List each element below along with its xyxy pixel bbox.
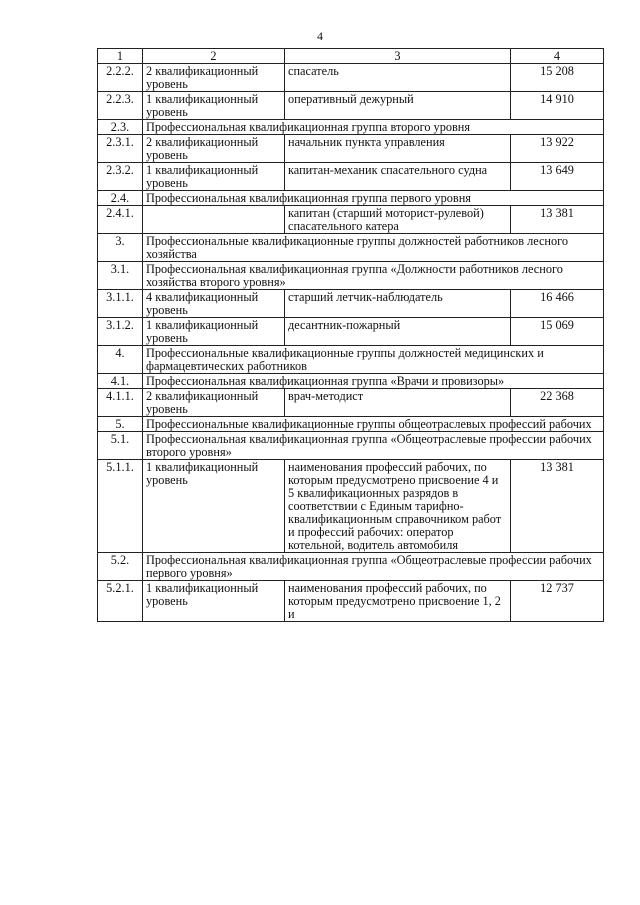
- group-title: Профессиональная квалификационная группа «Общеотраслевые профессии рабочих второго уровня»: [143, 432, 604, 460]
- group-title: Профессиональные квалификационные группы общеотраслевых профессий рабочих: [143, 417, 604, 432]
- header-col-3: 3: [285, 49, 511, 64]
- row-number: 3.1.1.: [98, 290, 143, 318]
- group-row: [98, 432, 604, 460]
- header-col-2: 2: [143, 49, 285, 64]
- row-number: 5.: [98, 417, 143, 432]
- salary-value: 12 737: [511, 581, 604, 622]
- group-row: [98, 191, 604, 206]
- table-row: [98, 135, 604, 163]
- row-number: 5.2.: [98, 553, 143, 581]
- group-row: [98, 417, 604, 432]
- position-name: наименования профессий рабочих, по которым предусмотрено присвоение 4 и 5 квалификационных разрядов в соответствии с Единым тарифно-квалификационным справочником работ и профессий рабочих: оператор котельной, водитель автомобиля: [285, 460, 511, 553]
- salary-value: 13 381: [511, 206, 604, 234]
- row-number: 4.1.1.: [98, 389, 143, 417]
- group-row: [98, 234, 604, 262]
- row-number: 2.4.: [98, 191, 143, 206]
- salary-value: 13 381: [511, 460, 604, 553]
- qualification-level: 2 квалификационный уровень: [143, 135, 285, 163]
- salary-value: 14 910: [511, 92, 604, 120]
- row-number: 2.3.2.: [98, 163, 143, 191]
- group-title: Профессиональная квалификационная группа «Общеотраслевые профессии рабочих первого уровня»: [143, 553, 604, 581]
- header-col-4: 4: [511, 49, 604, 64]
- salary-table: [97, 48, 604, 622]
- qualification-level: 2 квалификационный уровень: [143, 64, 285, 92]
- row-number: 5.2.1.: [98, 581, 143, 622]
- group-row: [98, 262, 604, 290]
- table-header-row: [98, 49, 604, 64]
- salary-value: 16 466: [511, 290, 604, 318]
- table-row: [98, 389, 604, 417]
- table-row: [98, 206, 604, 234]
- group-row: [98, 374, 604, 389]
- row-number: 5.1.1.: [98, 460, 143, 553]
- group-title: Профессиональная квалификационная группа «Врачи и провизоры»: [143, 374, 604, 389]
- row-number: 2.2.2.: [98, 64, 143, 92]
- page-number: 4: [317, 29, 323, 43]
- qualification-level: 1 квалификационный уровень: [143, 460, 285, 553]
- group-title: Профессиональная квалификационная группа второго уровня: [143, 120, 604, 135]
- qualification-level: 1 квалификационный уровень: [143, 163, 285, 191]
- position-name: капитан-механик спасательного судна: [285, 163, 511, 191]
- row-number: 3.: [98, 234, 143, 262]
- group-title: Профессиональная квалификационная группа «Должности работников лесного хозяйства второго уровня»: [143, 262, 604, 290]
- salary-value: 22 368: [511, 389, 604, 417]
- position-name: начальник пункта управления: [285, 135, 511, 163]
- table-row: [98, 581, 604, 622]
- position-name: капитан (старший моторист-рулевой) спасательного катера: [285, 206, 511, 234]
- qualification-level: 2 квалификационный уровень: [143, 389, 285, 417]
- qualification-level: 1 квалификационный уровень: [143, 581, 285, 622]
- header-col-1: 1: [98, 49, 143, 64]
- group-row: [98, 346, 604, 374]
- row-number: 4.1.: [98, 374, 143, 389]
- qualification-level: 1 квалификационный уровень: [143, 92, 285, 120]
- table-row: [98, 92, 604, 120]
- position-name: спасатель: [285, 64, 511, 92]
- table-row: [98, 64, 604, 92]
- salary-value: 13 649: [511, 163, 604, 191]
- table-row: [98, 318, 604, 346]
- qualification-level: 4 квалификационный уровень: [143, 290, 285, 318]
- row-number: 2.4.1.: [98, 206, 143, 234]
- qualification-level: 1 квалификационный уровень: [143, 318, 285, 346]
- salary-value: 13 922: [511, 135, 604, 163]
- group-title: Профессиональная квалификационная группа первого уровня: [143, 191, 604, 206]
- table-row: [98, 460, 604, 553]
- table-row: [98, 163, 604, 191]
- row-number: 3.1.: [98, 262, 143, 290]
- group-row: [98, 553, 604, 581]
- position-name: наименования профессий рабочих, по которым предусмотрено присвоение 1, 2 и: [285, 581, 511, 622]
- position-name: старший летчик-наблюдатель: [285, 290, 511, 318]
- position-name: оперативный дежурный: [285, 92, 511, 120]
- group-row: [98, 120, 604, 135]
- qualification-level: [143, 206, 285, 234]
- salary-value: 15 069: [511, 318, 604, 346]
- position-name: десантник-пожарный: [285, 318, 511, 346]
- row-number: 3.1.2.: [98, 318, 143, 346]
- row-number: 5.1.: [98, 432, 143, 460]
- row-number: 2.3.: [98, 120, 143, 135]
- position-name: врач-методист: [285, 389, 511, 417]
- row-number: 2.2.3.: [98, 92, 143, 120]
- row-number: 2.3.1.: [98, 135, 143, 163]
- row-number: 4.: [98, 346, 143, 374]
- table-row: [98, 290, 604, 318]
- group-title: Профессиональные квалификационные группы должностей медицинских и фармацевтических работников: [143, 346, 604, 374]
- group-title: Профессиональные квалификационные группы должностей работников лесного хозяйства: [143, 234, 604, 262]
- salary-value: 15 208: [511, 64, 604, 92]
